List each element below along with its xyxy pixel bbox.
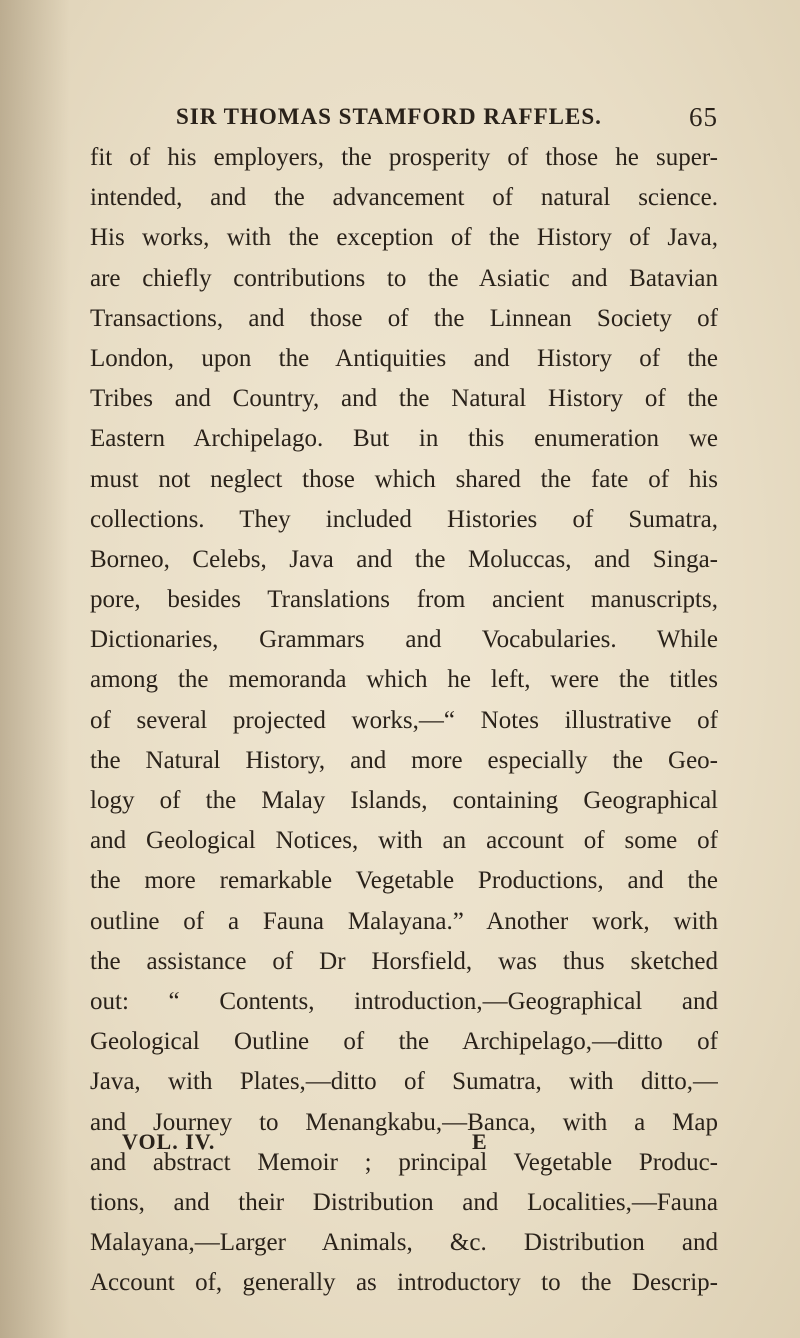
- text-line: among the memoranda which he left, were the titles: [90, 666, 718, 694]
- text-line: Transactions, and those of the Linnean Society of: [90, 304, 718, 332]
- text-line: are chiefly contributions to the Asiatic and Batavian: [90, 264, 718, 292]
- text-line: London, upon the Antiquities and History of the: [90, 344, 718, 372]
- text-line: fit of his employers, the prosperity of those he super-: [90, 144, 718, 171]
- text-line: tions, and their Distribution and Localities,—Fauna: [90, 1188, 718, 1216]
- text-line: must not neglect those which shared the fate of his: [90, 465, 718, 493]
- text-line: out: “ Contents, introduction,—Geographical and: [90, 987, 718, 1015]
- text-line: Dictionaries, Grammars and Vocabularies. While: [90, 626, 718, 654]
- text-line: Account of, generally as introductory to the Descrip-: [90, 1269, 718, 1297]
- text-line: the Natural History, and more especially the Geo-: [90, 746, 718, 774]
- text-line: the assistance of Dr Horsfield, was thus sketched: [90, 947, 718, 975]
- signature-mark: E: [472, 1129, 487, 1154]
- text-line: Geological Outline of the Archipelago,—ditto of: [90, 1028, 718, 1056]
- page-number: 65: [689, 102, 718, 132]
- text-line: collections. They included Histories of Sumatra,: [90, 505, 718, 533]
- text-line: intended, and the advancement of natural science.: [90, 184, 718, 212]
- text-line: Malayana,—Larger Animals, &c. Distribution and: [90, 1229, 718, 1257]
- text-line: Eastern Archipelago. But in this enumeration we: [90, 425, 718, 453]
- text-line: and Journey to Menangkabu,—Banca, with a Map: [90, 1108, 718, 1136]
- page-edge-shadow: [0, 0, 70, 1338]
- text-line: logy of the Malay Islands, containing Geographical: [90, 787, 718, 814]
- text-line: His works, with the exception of the History of Java,: [90, 224, 718, 252]
- text-line: and abstract Memoir ; principal Vegetable Produc-: [90, 1148, 718, 1176]
- text-line: Tribes and Country, and the Natural History of the: [90, 385, 718, 413]
- running-title: SIR THOMAS STAMFORD RAFFLES.: [176, 104, 602, 129]
- volume-label: VOL. IV.: [122, 1129, 216, 1154]
- text-line: of several projected works,—“ Notes illustrative of: [90, 706, 718, 734]
- text-line: Borneo, Celebs, Java and the Moluccas, and Singa-: [90, 545, 718, 573]
- text-line: the more remarkable Vegetable Productions, and the: [90, 867, 718, 895]
- text-line: and Geological Notices, with an account of some of: [90, 827, 718, 855]
- text-line: outline of a Fauna Malayana.” Another work, with: [90, 907, 718, 935]
- page-footer: [122, 1129, 622, 1163]
- text-line: Java, with Plates,—ditto of Sumatra, with ditto,—: [90, 1068, 718, 1096]
- running-head: [90, 104, 718, 136]
- text-line: pore, besides Translations from ancient manuscripts,: [90, 586, 718, 614]
